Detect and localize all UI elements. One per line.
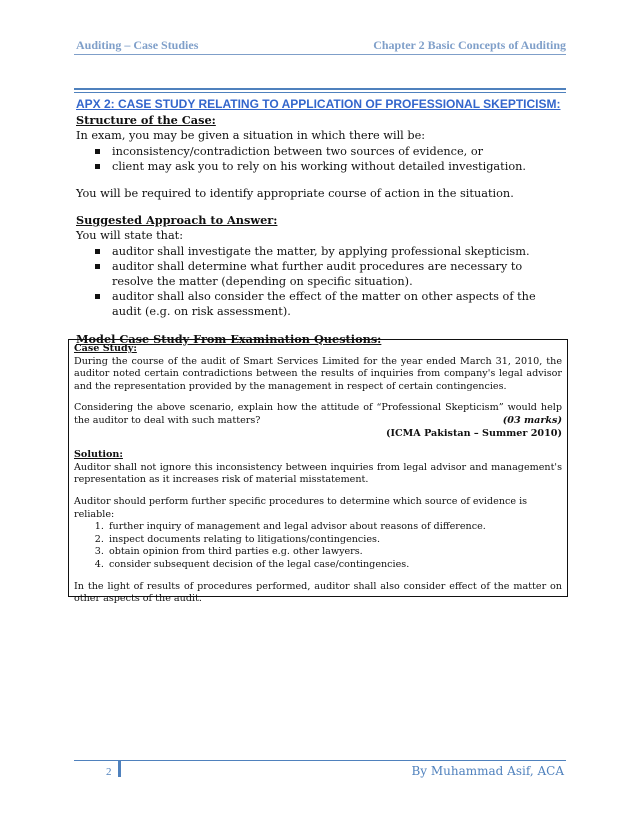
list-item: 2. inspect documents relating to litigations/contingencies. [107,534,562,547]
footer-divider [74,760,566,761]
structure-intro: In exam, you may be given a situation in which there will be: [76,129,426,143]
list-item: 3. obtain opinion from third parties e.g. other lawyers. [107,546,562,559]
list-item: auditor shall investigate the matter, by applying professional skepticism. [95,244,566,259]
approach-heading: Suggested Approach to Answer: [76,213,278,228]
bullet-square-icon [95,249,100,254]
list-item: client may ask you to rely on his working without detailed investigation. [95,159,566,174]
solution-heading: Solution: [74,449,123,461]
section-divider-thin [74,92,566,93]
list-item: 4. consider subsequent decision of the legal case/contingencies. [107,559,562,572]
header-divider [74,54,566,55]
approach-bullet-list [95,244,566,320]
bullet-square-icon [95,164,100,169]
bullet-square-icon [95,294,100,299]
bullet-square-icon [95,149,100,154]
requirement-text: You will be required to identify appropriate course of action in the situation. [76,187,514,201]
exam-source: (ICMA Pakistan – Summer 2010) [386,427,562,439]
footer-author: By Muhammad Asif, ACA [411,764,564,778]
bullet-square-icon [95,264,100,269]
solution-paragraph-2: Auditor should perform further specific procedures to determine which source of evidence is reliable: [74,495,528,520]
case-question-text: Considering the above scenario, explain how the attitude of “Professional Skepticism” would help the auditor to deal with such matters? (03 marks) [74,402,562,426]
list-item: auditor shall determine what further audit procedures are necessary to resolve the matter (depending on specific situation). [95,259,566,289]
page-number: 2 [106,766,112,778]
solution-paragraph-1: Auditor shall not ignore this inconsistency between inquiries from legal advisor and management's representation as it increases risk of material misstatement. [74,461,562,486]
model-case-heading: Model Case Study From Examination Questions: [76,331,382,346]
header-chapter-title: Chapter 2 Basic Concepts of Auditing [373,38,566,52]
header-left-title: Auditing – Case Studies [76,38,199,52]
section-title: APX 2: CASE STUDY RELATING TO APPLICATION OF PROFESSIONAL SKEPTICISM: [76,97,561,111]
approach-intro: You will state that: [76,229,184,243]
structure-bullet-list [95,144,566,174]
marks-label: (03 marks) [502,414,562,426]
procedures-list [107,521,562,571]
solution-paragraph-3: In the light of results of procedures performed, auditor shall also consider effect of the matter on other aspects of the audit. [74,580,562,605]
case-study-box [68,339,568,605]
list-item: inconsistency/contradiction between two sources of evidence, or [95,144,566,159]
case-study-text: During the course of the audit of Smart Services Limited for the year ended March 31, 2010, the auditor noted certain contradictions between the results of inquiries from company's legal advisor and the representation provided by the management in respect of certain contingencies. [74,355,562,392]
list-item: 1. further inquiry of management and legal advisor about reasons of difference. [107,521,562,534]
footer-accent-bar [118,760,121,777]
list-item: auditor shall also consider the effect of the matter on other aspects of the audit (e.g. on risk assessment). [95,289,566,319]
section-divider-thick [74,88,566,90]
case-study-heading: Case Study: [74,343,137,354]
main-content [76,97,566,347]
structure-heading: Structure of the Case: [76,113,216,128]
